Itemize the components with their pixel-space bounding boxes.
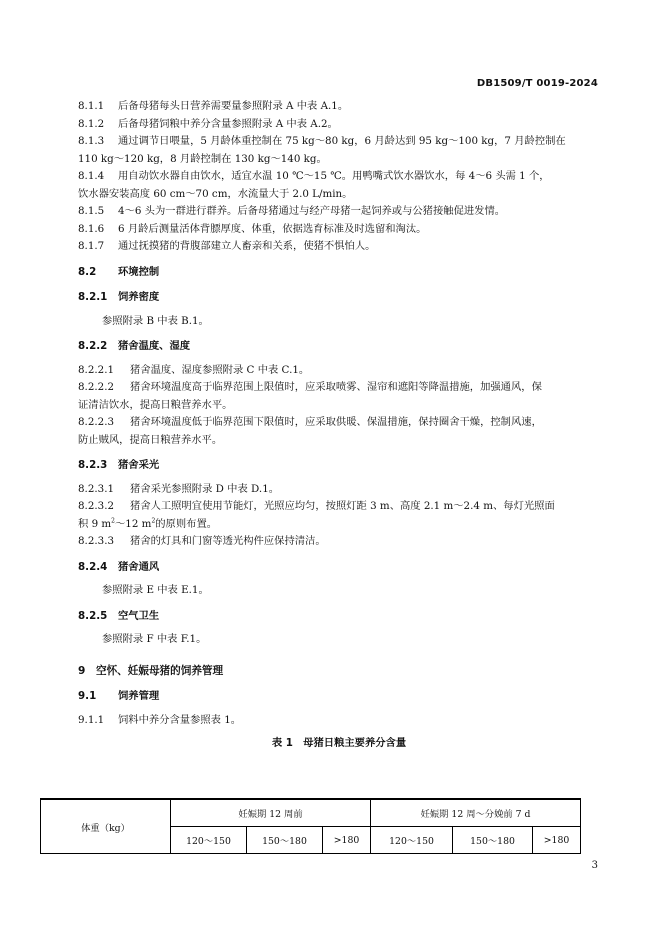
- doc-code: DB1509/T 0019-2024: [476, 78, 598, 89]
- section-8-2-5-heading: 8.2.5 空气卫生: [78, 609, 160, 622]
- clause-8-2-2-3: 8.2.2.3 猪舍环境温度低于临界范围下限值时，应采取供暖、保温措施，保持圈舍干燥，控制风速，: [78, 416, 542, 428]
- table-1-caption: 表 1 母猪日粮主要养分含量: [271, 737, 407, 749]
- section-8-2-2-heading: 8.2.2 猪舍温度、湿度: [78, 340, 191, 352]
- section-8-2-4-body: 参照附录 E 中表 E.1。: [102, 584, 209, 596]
- section-8-2-1-heading: 8.2.1 饲养密度: [78, 291, 160, 303]
- clause-8-2-3-2: 8.2.3.2 猪舍人工照明宜使用节能灯，光照应均匀，按照灯距 3 m、高度 2.1 m～2.4 m、每灯光照面: [78, 500, 555, 512]
- clause-8-2-3-2-cont: 积 9 $m^2\sim 12$ $m^2$的原则布置。: [78, 517, 218, 530]
- clause-8-1-3: 8.1.3 通过调节日喂量，5 月龄体重控制在 75 kg～80 kg，6 月龄达到 95 kg～100 kg，7 月龄控制在: [78, 135, 566, 147]
- section-9-1-heading: 9.1 饲养管理: [78, 690, 160, 702]
- col-header: >180: [533, 827, 581, 854]
- col-header: 120～150: [171, 827, 247, 854]
- clause-8-2-2-2-cont: 证清洁饮水，提高日粮营养水平。: [78, 398, 233, 411]
- section-8-2-3-heading: 8.2.3 猪舍采光: [78, 459, 160, 471]
- clause-8-2-2-1: 8.2.2.1 猪舍温度、湿度参照附录 C 中表 C.1。: [78, 363, 310, 376]
- clause-8-1-2: 8.1.2 后备母猪饲粮中养分含量参照附录 A 中表 A.2。: [78, 117, 338, 130]
- clause-8-1-4-cont: 饮水器安装高度 60 cm～70 cm，水流量大于 2.0 L/min。: [78, 187, 353, 200]
- section-9-heading: 9 空怀、妊娠母猪的饲养管理: [78, 664, 224, 677]
- clause-8-2-2-2: 8.2.2.2 猪舍环境温度高于临界范围上限值时，应采取喷雾、湿帘和遮阳等降温措施，加强通风，保: [78, 381, 542, 393]
- clause-8-2-3-3: 8.2.3.3 猪舍的灯具和门窗等透光构件应保持清洁。: [78, 535, 326, 547]
- section-8-2-5-body: 参照附录 F 中表 F.1。: [102, 633, 207, 645]
- clause-8-1-3-cont: 110 kg～120 kg，8 月龄控制在 130 kg～140 kg。: [78, 152, 327, 165]
- clause-8-2-3-1: 8.2.3.1 猪舍采光参照附录 D 中表 D.1。: [78, 482, 280, 495]
- col-header: >180: [323, 827, 371, 854]
- section-8-2-heading: 8.2 环境控制: [78, 265, 160, 278]
- clause-8-1-6: 8.1.6 6 月龄后测量活体背膘厚度、体重，依据选育标准及时选留和淘汰。: [78, 222, 427, 235]
- clause-9-1-1: 9.1.1 饲料中养分含量参照表 1。: [78, 713, 242, 726]
- section-8-2-1-body: 参照附录 B 中表 B.1。: [102, 314, 209, 327]
- col-header: 120～150: [371, 827, 453, 854]
- page-number: 3: [591, 860, 598, 871]
- section-8-2-4-heading: 8.2.4 猪舍通风: [78, 560, 160, 573]
- clause-8-1-4: 8.1.4 用自动饮水器自由饮水，适宜水温 10 ℃～15 ℃。用鸭嘴式饮水器饮水，每 4～6 头需 1 个，: [78, 170, 550, 182]
- row-header-weight: 体重（kg）: [41, 799, 171, 854]
- clause-8-1-5: 8.1.5 4～6 头为一群进行群养。后备母猪通过与经产母猪一起饲养或与公猪接触促进发情。: [78, 205, 506, 217]
- table-header-row: [41, 799, 581, 827]
- nutrient-table: [40, 798, 581, 854]
- clause-8-1-7: 8.1.7 通过抚摸猪的背腹部建立人畜亲和关系，使猪不惧怕人。: [78, 240, 376, 252]
- clause-8-1-1: 8.1.1 后备母猪每头日营养需要量参照附录 A 中表 A.1。: [78, 100, 349, 112]
- page-body: [78, 98, 600, 753]
- group-header-before-12w: 妊娠期 12 周前: [171, 799, 371, 827]
- clause-8-2-2-3-cont: 防止贼风，提高日粮营养水平。: [78, 433, 223, 446]
- col-header: 150～180: [247, 827, 323, 854]
- table-1: [40, 798, 580, 854]
- col-header: 150～180: [453, 827, 533, 854]
- group-header-12w-to-7d: 妊娠期 12 周～分娩前 7 d: [371, 799, 581, 827]
